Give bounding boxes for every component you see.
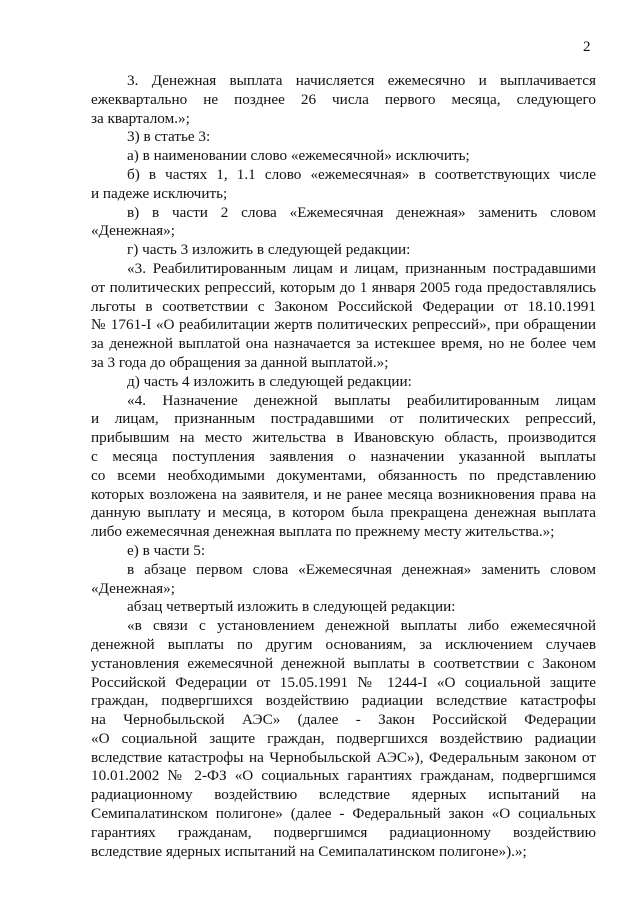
text-line: установления ежемесячной денежной выплаты в соответствии с Законом: [91, 654, 596, 672]
text-line: либо ежемесячная денежная выплата по прежнему месту жительства.»;: [91, 523, 555, 541]
text-line: за 3 года до обращения за данной выплатой.»;: [91, 353, 389, 371]
text-line: денежной выплаты по другим основаниям, за исключением случаев: [91, 635, 596, 653]
text-line: и лицам, признанным пострадавшими от политических репрессий,: [91, 410, 596, 428]
text-line: и падеже исключить;: [91, 184, 228, 202]
text-line: 10.01.2002 № 2-ФЗ «О социальных гарантиях гражданам, подвергшимся: [91, 767, 596, 785]
text-line: от политических репрессий, которым до 1 января 2005 года предоставлялись: [91, 278, 596, 296]
text-line: в) в части 2 слова «Ежемесячная денежная» заменить словом: [127, 203, 596, 221]
text-line: г) часть 3 изложить в следующей редакции:: [127, 241, 411, 259]
text-line: 3) в статье 3:: [127, 128, 211, 146]
text-line: за кварталом.»;: [91, 109, 190, 127]
text-line: ежеквартально не позднее 26 числа первого месяца, следующего: [91, 90, 596, 108]
text-line: 3. Денежная выплата начисляется ежемесячно и выплачивается: [127, 72, 596, 89]
text-line: вследствие катастрофы на Чернобыльской АЭС»), Федеральным законом от: [91, 748, 596, 766]
text-line: № 1761-I «О реабилитации жертв политических репрессий», при обращении: [91, 316, 596, 334]
page-number: 2: [583, 39, 591, 55]
text-line: гарантиях гражданам, подвергшимся радиационному воздействию: [91, 823, 596, 841]
text-line: «4. Назначение денежной выплаты реабилитированным лицам: [127, 391, 596, 409]
text-line: «Денежная»;: [91, 222, 175, 240]
text-line: «3. Реабилитированным лицам и лицам, признанным пострадавшими: [127, 259, 596, 277]
text-line: с месяца поступления заявления о назначении указанной выплаты: [91, 447, 596, 465]
text-line: льготы в соответствии с Законом Российской Федерации от 18.10.1991: [91, 297, 596, 315]
text-line: в абзаце первом слова «Ежемесячная денежная» заменить словом: [127, 560, 596, 578]
text-line: данную выплату и месяца, в котором была прекращена денежная выплата: [91, 504, 596, 522]
text-line: за денежной выплатой она назначается за истекшее время, но не более чем: [91, 335, 596, 353]
text-line: «в связи с установлением денежной выплаты либо ежемесячной: [127, 617, 596, 635]
text-line: Российской Федерации от 15.05.1991 № 1244-I «О социальной защите: [91, 673, 596, 691]
text-line: абзац четвертый изложить в следующей редакции:: [127, 598, 456, 616]
text-line: д) часть 4 изложить в следующей редакции:: [127, 372, 412, 390]
text-line: а) в наименовании слово «ежемесячной» исключить;: [127, 147, 470, 165]
text-line: граждан, подвергшихся воздействию радиации вследствие катастрофы: [91, 692, 596, 710]
text-line: со всеми необходимыми документами, обязанность по представлению: [91, 466, 596, 484]
document-body: [91, 72, 596, 861]
text-line: «Денежная»;: [91, 579, 175, 597]
text-line: е) в части 5:: [127, 541, 206, 559]
text-line: которых возложена на заявителя, и не ранее месяца возникновения права на: [91, 485, 596, 503]
text-line: Семипалатинском полигоне» (далее - Федеральный закон «О социальных: [91, 805, 596, 823]
text-line: вследствие ядерных испытаний на Семипалатинском полигоне»).»;: [91, 842, 527, 860]
text-line: «О социальной защите граждан, подвергшихся воздействию радиации: [91, 729, 596, 747]
text-line: радиационному воздействию вследствие ядерных испытаний на: [91, 786, 596, 804]
text-line: б) в частях 1, 1.1 слово «ежемесячная» в соответствующих числе: [127, 165, 596, 183]
text-line: на Чернобыльской АЭС» (далее - Закон Российской Федерации: [91, 711, 596, 729]
text-line: прибывшим на место жительства в Ивановскую область, производится: [91, 429, 596, 447]
